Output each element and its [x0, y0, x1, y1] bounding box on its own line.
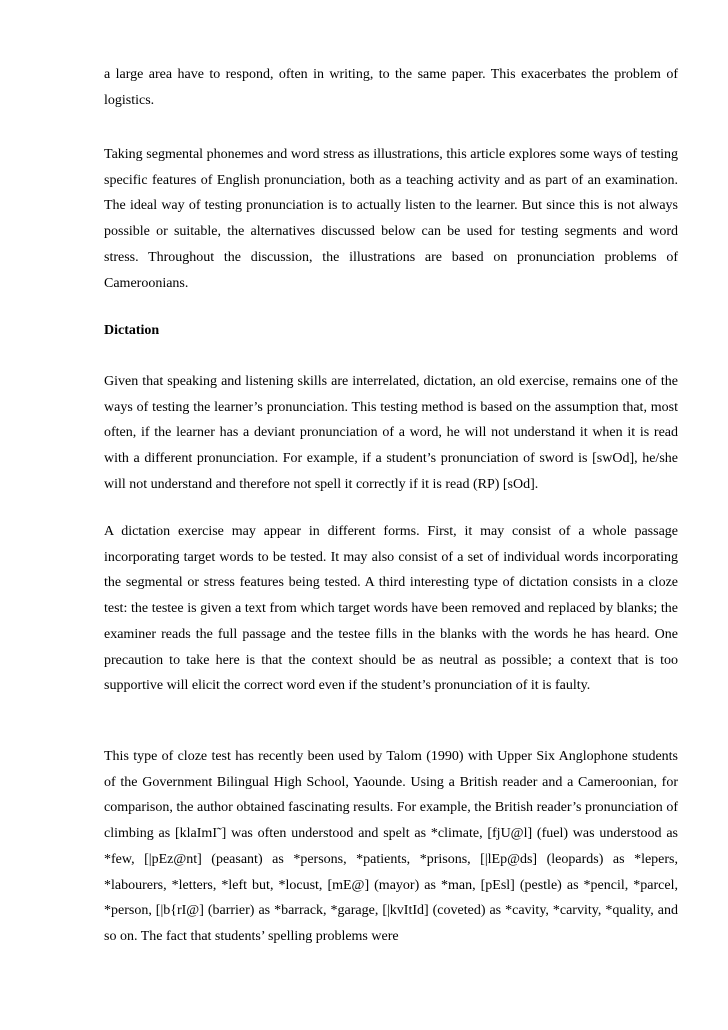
paragraph-purpose: Taking segmental phonemes and word stress as illustrations, this article explores some ways of testing specific features of English pronunciation, both as a teaching activity and as part of an examination. The ideal way of testing pronunciation is to actually listen to the learner. But since this is not always possible or suitable, the alternatives discussed below can be used for testing segments and word stress. Throughout the discussion, the illustrations are based on pronunciation problems of Cameroonians. [104, 147, 678, 291]
paragraph-dictation-definition: Given that speaking and listening skills are interrelated, dictation, an old exercise, remains one of the ways of testing the learner’s pronunciation. This testing method is based on the assumption that, most often, if the learner has a deviant pronunciation of a word, he will not understand it when it is read with a different pronunciation. For example, if a student’s pronunciation of sword is [swOd], he/she will not understand and therefore not spell it correctly if it is read (RP) [sOd]. [104, 374, 678, 492]
paragraph-cloze-study: This type of cloze test has recently been used by Talom (1990) with Upper Six Anglophone students of the Government Bilingual High School, Yaounde. Using a British reader and a Cameroonian, for comparison, the author obtained fascinating results. For example, the British reader’s pronunciation of climbing as [klaImI˜] was often understood and spelt as *climate, [fjU@l] (fuel) was understood as *few, [|pEz@nt] (peasant) as *persons, *patients, *prisons, [|lEp@ds] (leopards) as *lepers, *labourers, *letters, *left but, *locust, [mE@] (mayor) as *man, [pEsl] (pestle) as *pencil, *parcel, *person, [|b{rI@] (barrier) as *barrack, *garage, [|kvItId] (coveted) as *cavity, *carvity, *quality, and so on. The fact that students’ spelling problems were [104, 749, 678, 944]
paragraph-intro: a large area have to respond, often in writing, to the same paper. This exacerbates the problem of logistics. [104, 67, 678, 108]
paragraph-dictation-forms: A dictation exercise may appear in different forms. First, it may consist of a whole passage incorporating target words to be tested. It may also consist of a set of individual words incorporating the segmental or stress features being tested. A third interesting type of dictation consists in a cloze test: the testee is given a text from which target words have been removed and replaced by blanks; the examiner reads the full passage and the testee fills in the blanks with the words he has heard. One precaution to take here is that the context should be as neutral as possible; a context that is too supportive will elicit the correct word even if the student’s pronunciation of it is faulty. [104, 524, 678, 694]
section-heading-dictation: Dictation [104, 323, 160, 338]
